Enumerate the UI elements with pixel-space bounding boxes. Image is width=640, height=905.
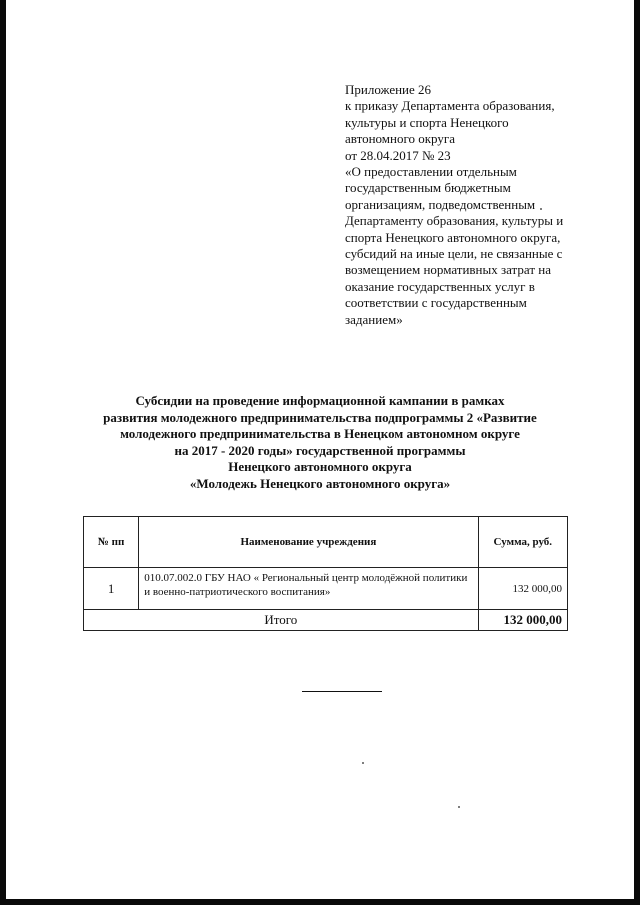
- title-line: «Молодежь Ненецкого автономного округа»: [189, 475, 451, 491]
- appendix-reference-block: [345, 82, 595, 328]
- title-line: Ненецкого автономного округа: [228, 459, 412, 474]
- appendix-line: Приложение 26: [345, 82, 432, 97]
- scan-edge-bottom: [0, 899, 640, 905]
- appendix-line: автономного округа: [345, 131, 455, 147]
- table-row: [84, 568, 568, 610]
- row-number: 1: [84, 568, 139, 610]
- title-line: на 2017 - 2020 годы» государственной программы: [174, 442, 466, 458]
- table-header-row: [84, 517, 568, 568]
- appendix-line: организациям, подведомственным: [345, 196, 536, 212]
- total-amount: 132 000,00: [478, 610, 567, 631]
- appendix-line: заданием»: [345, 311, 403, 327]
- subsidy-table: [83, 516, 568, 631]
- appendix-line: соответствии с государственным: [345, 295, 527, 311]
- title-line: молодежного предпринимательства в Ненецком автономном округе: [120, 426, 520, 441]
- header-number: № пп: [84, 517, 139, 568]
- appendix-line: возмещением нормативных затрат на: [345, 262, 551, 278]
- appendix-line: «О предоставлении отдельным: [345, 164, 517, 180]
- table-total-row: [84, 610, 568, 631]
- scan-edge-right: [634, 0, 640, 905]
- appendix-line: спорта Ненецкого автономного округа,: [345, 229, 561, 245]
- appendix-line: от 28.04.2017 № 23: [345, 147, 451, 163]
- appendix-line: Департаменту образования, культуры и: [345, 213, 564, 229]
- scan-speck: [540, 208, 542, 210]
- appendix-line: оказание государственных услуг в: [345, 278, 535, 294]
- total-label: Итого: [84, 610, 479, 631]
- appendix-line: государственным бюджетным: [345, 180, 511, 196]
- appendix-line: субсидий на иные цели, не связанные с: [345, 246, 563, 262]
- document-title: [60, 393, 580, 492]
- title-line: развития молодежного предпринимательства подпрограммы 2 «Развитие: [103, 409, 537, 425]
- closing-line: [302, 691, 382, 692]
- header-institution-name: Наименование учреждения: [139, 517, 478, 568]
- scan-speck: [362, 762, 364, 764]
- row-institution-name: 010.07.002.0 ГБУ НАО « Региональный центр молодёжной политики и военно-патриотического воспитания»: [139, 568, 478, 610]
- appendix-line: культуры и спорта Ненецкого: [345, 114, 509, 130]
- scan-edge-left: [0, 0, 6, 905]
- header-amount: Сумма, руб.: [478, 517, 567, 568]
- scan-speck: [458, 806, 460, 808]
- title-line: Субсидии на проведение информационной кампании в рамках: [135, 393, 505, 408]
- appendix-line: к приказу Департамента образования,: [345, 98, 555, 114]
- row-amount: 132 000,00: [478, 568, 567, 610]
